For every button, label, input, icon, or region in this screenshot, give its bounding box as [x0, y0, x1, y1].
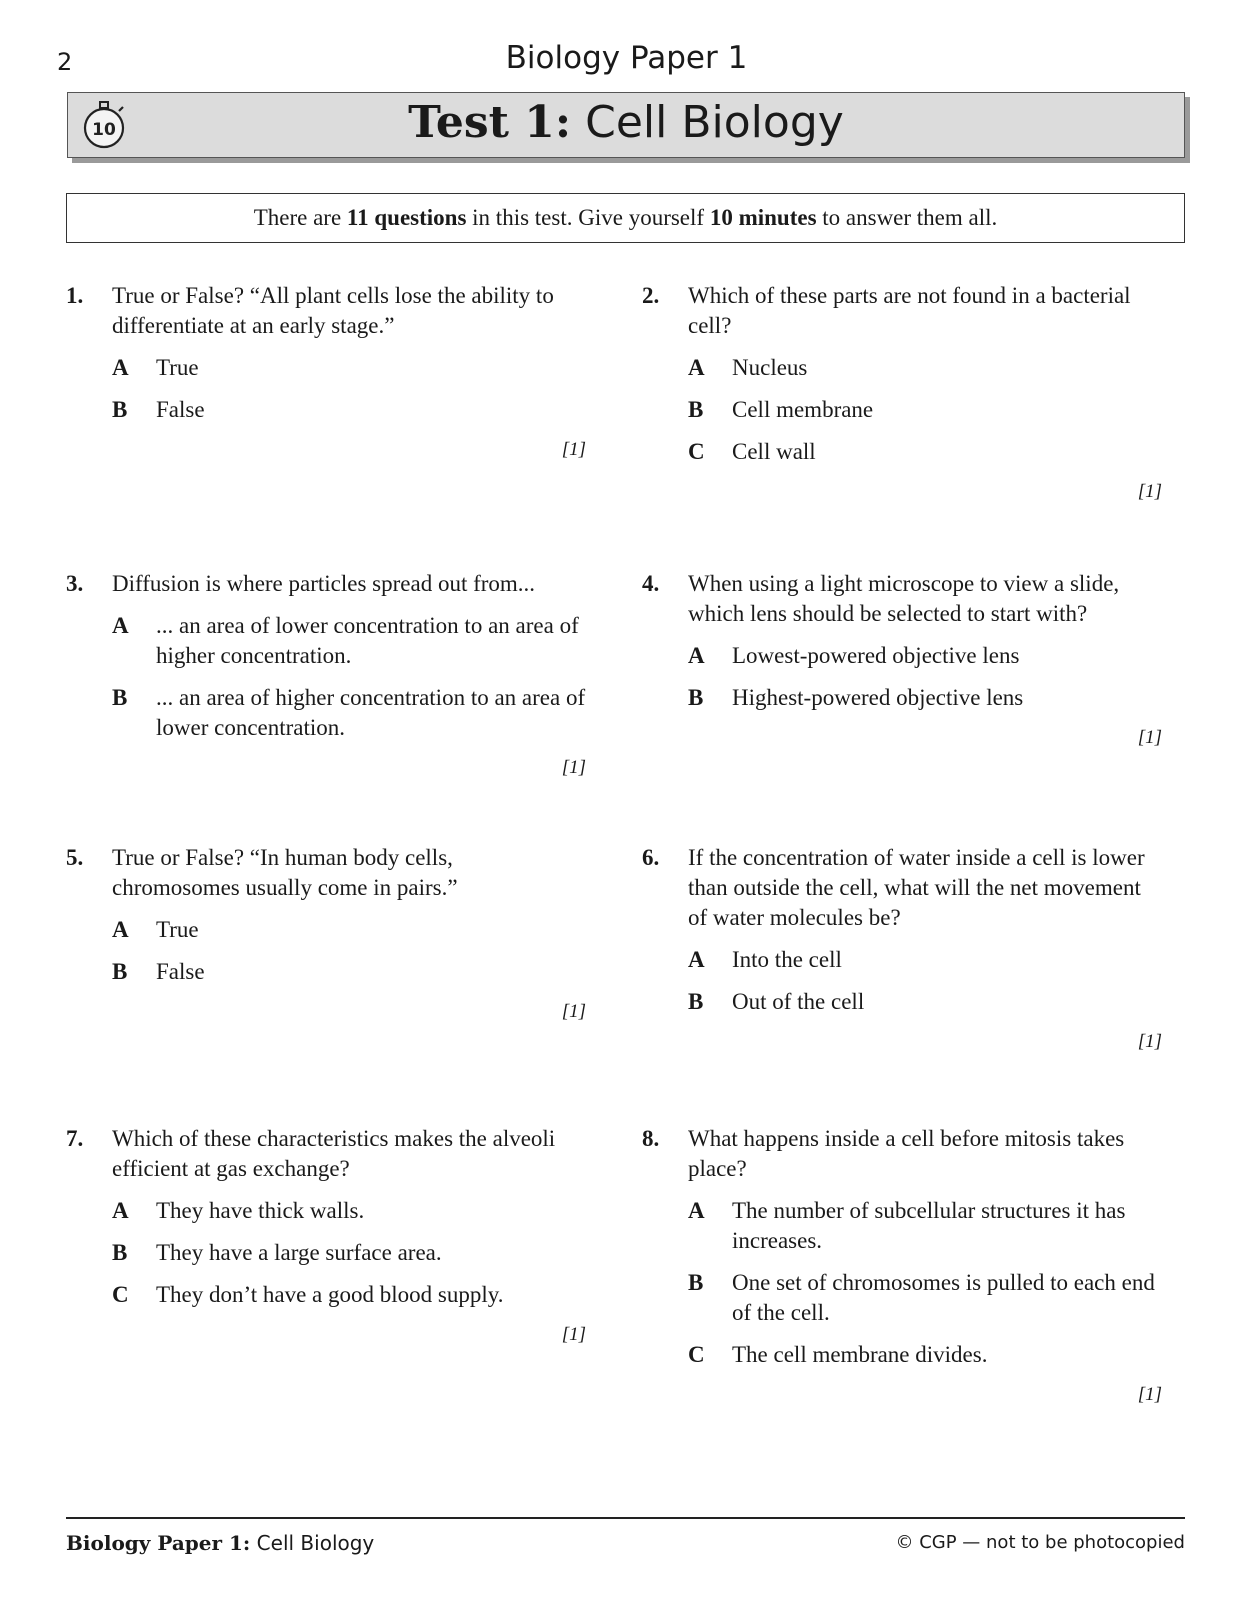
- option-text: ... an area of lower concentration to an area of higher concentration.: [156, 613, 579, 668]
- marks: [1]: [1137, 1384, 1162, 1405]
- answer-option[interactable]: [688, 1268, 1162, 1328]
- option-text: The cell membrane divides.: [732, 1342, 988, 1367]
- option-text: True: [156, 917, 199, 942]
- question-6: [642, 843, 1162, 1057]
- option-text: Out of the cell: [732, 989, 865, 1014]
- question-8: [642, 1124, 1162, 1410]
- answer-option[interactable]: [688, 353, 1162, 383]
- answer-option[interactable]: [112, 915, 586, 945]
- paper-title: Biology Paper 1: [505, 40, 748, 76]
- option-letter: B: [112, 1240, 128, 1265]
- answer-option[interactable]: [112, 353, 586, 383]
- question-3: [66, 569, 586, 783]
- question-number: 6.: [642, 845, 660, 870]
- question-text: When using a light microscope to view a slide, which lens should be selected to start with?: [688, 571, 1120, 626]
- answer-option[interactable]: [112, 1196, 586, 1226]
- marks: [1]: [1137, 727, 1162, 748]
- timer-minutes: 10: [92, 120, 116, 140]
- option-text: False: [156, 397, 205, 422]
- option-text: ... an area of higher concentration to an area of lower concentration.: [156, 685, 586, 740]
- question-number: 5.: [66, 845, 84, 870]
- question-number: 7.: [66, 1126, 84, 1151]
- question-number: 4.: [642, 571, 660, 596]
- marks: [1]: [1137, 1031, 1162, 1052]
- option-text: One set of chromosomes is pulled to each end of the cell.: [732, 1270, 1155, 1325]
- option-text: Cell wall: [732, 439, 816, 464]
- option-letter: B: [112, 685, 128, 710]
- question-number: 1.: [66, 283, 84, 308]
- option-text: Lowest-powered objective lens: [732, 643, 1020, 668]
- marks: [1]: [1137, 481, 1162, 502]
- answer-option[interactable]: [688, 1340, 1162, 1370]
- option-letter: C: [688, 1342, 705, 1367]
- option-letter: A: [112, 355, 129, 380]
- option-letter: A: [112, 613, 129, 638]
- marks: [1]: [561, 757, 586, 778]
- option-letter: A: [688, 947, 705, 972]
- answer-option[interactable]: [688, 437, 1162, 467]
- question-text: True or False? “All plant cells lose the ability to differentiate at an early stage.”: [112, 283, 554, 338]
- option-text: Nucleus: [732, 355, 808, 380]
- option-letter: A: [688, 1198, 705, 1223]
- answer-option[interactable]: [112, 1238, 586, 1268]
- option-text: False: [156, 959, 205, 984]
- marks: [1]: [561, 1001, 586, 1022]
- option-letter: B: [688, 397, 704, 422]
- answer-option[interactable]: [112, 1280, 586, 1310]
- answer-option[interactable]: [688, 641, 1162, 671]
- question-5: [66, 843, 586, 1027]
- option-text: True: [156, 355, 199, 380]
- option-text: The number of subcellular structures it has increases.: [732, 1198, 1126, 1253]
- option-letter: B: [112, 959, 128, 984]
- answer-option[interactable]: [112, 957, 586, 987]
- footer-section-title: Biology Paper 1: Cell Biology: [66, 1531, 375, 1555]
- option-text: They have thick walls.: [156, 1198, 365, 1223]
- answer-option[interactable]: [688, 683, 1162, 713]
- question-1: [66, 281, 586, 465]
- question-text: If the concentration of water inside a cell is lower than outside the cell, what will the net movement of water molecules be?: [688, 845, 1145, 930]
- option-letter: A: [688, 355, 705, 380]
- option-text: They don’t have a good blood supply.: [156, 1282, 504, 1307]
- option-letter: C: [688, 439, 705, 464]
- page-number: 2: [57, 48, 73, 76]
- option-letter: B: [688, 1270, 704, 1295]
- question-text: Diffusion is where particles spread out from...: [112, 571, 536, 596]
- option-text: Into the cell: [732, 947, 842, 972]
- option-text: They have a large surface area.: [156, 1240, 442, 1265]
- option-letter: B: [688, 989, 704, 1014]
- marks: [1]: [561, 1324, 586, 1345]
- question-text: True or False? “In human body cells, chromosomes usually come in pairs.”: [112, 845, 458, 900]
- question-number: 3.: [66, 571, 84, 596]
- answer-option[interactable]: [688, 945, 1162, 975]
- answer-option[interactable]: [688, 987, 1162, 1017]
- option-letter: A: [112, 917, 129, 942]
- option-letter: A: [112, 1198, 129, 1223]
- option-letter: B: [688, 685, 704, 710]
- copyright-notice: © CGP — not to be photocopied: [895, 1532, 1185, 1553]
- answer-option[interactable]: [112, 611, 586, 671]
- question-text: Which of these parts are not found in a bacterial cell?: [688, 283, 1131, 338]
- test-title-topic: Cell Biology: [571, 97, 844, 148]
- option-letter: A: [688, 643, 705, 668]
- option-letter: B: [112, 397, 128, 422]
- answer-option[interactable]: [688, 1196, 1162, 1256]
- option-letter: C: [112, 1282, 129, 1307]
- test-title-number: Test 1:: [408, 97, 572, 148]
- marks: [1]: [561, 439, 586, 460]
- option-text: Highest-powered objective lens: [732, 685, 1024, 710]
- question-number: 8.: [642, 1126, 660, 1151]
- question-7: [66, 1124, 586, 1350]
- answer-option[interactable]: [112, 395, 586, 425]
- question-text: Which of these characteristics makes the alveoli efficient at gas exchange?: [112, 1126, 556, 1181]
- question-2: [642, 281, 1162, 507]
- question-text: What happens inside a cell before mitosis takes place?: [688, 1126, 1125, 1181]
- answer-option[interactable]: [112, 683, 586, 743]
- option-text: Cell membrane: [732, 397, 874, 422]
- test-title: [67, 97, 1185, 148]
- question-number: 2.: [642, 283, 660, 308]
- footer-divider: [66, 1517, 1185, 1519]
- instructions-box: There are 11 questions in this test. Give yourself 10 minutes to answer them all.: [66, 193, 1185, 243]
- question-4: [642, 569, 1162, 753]
- answer-option[interactable]: [688, 395, 1162, 425]
